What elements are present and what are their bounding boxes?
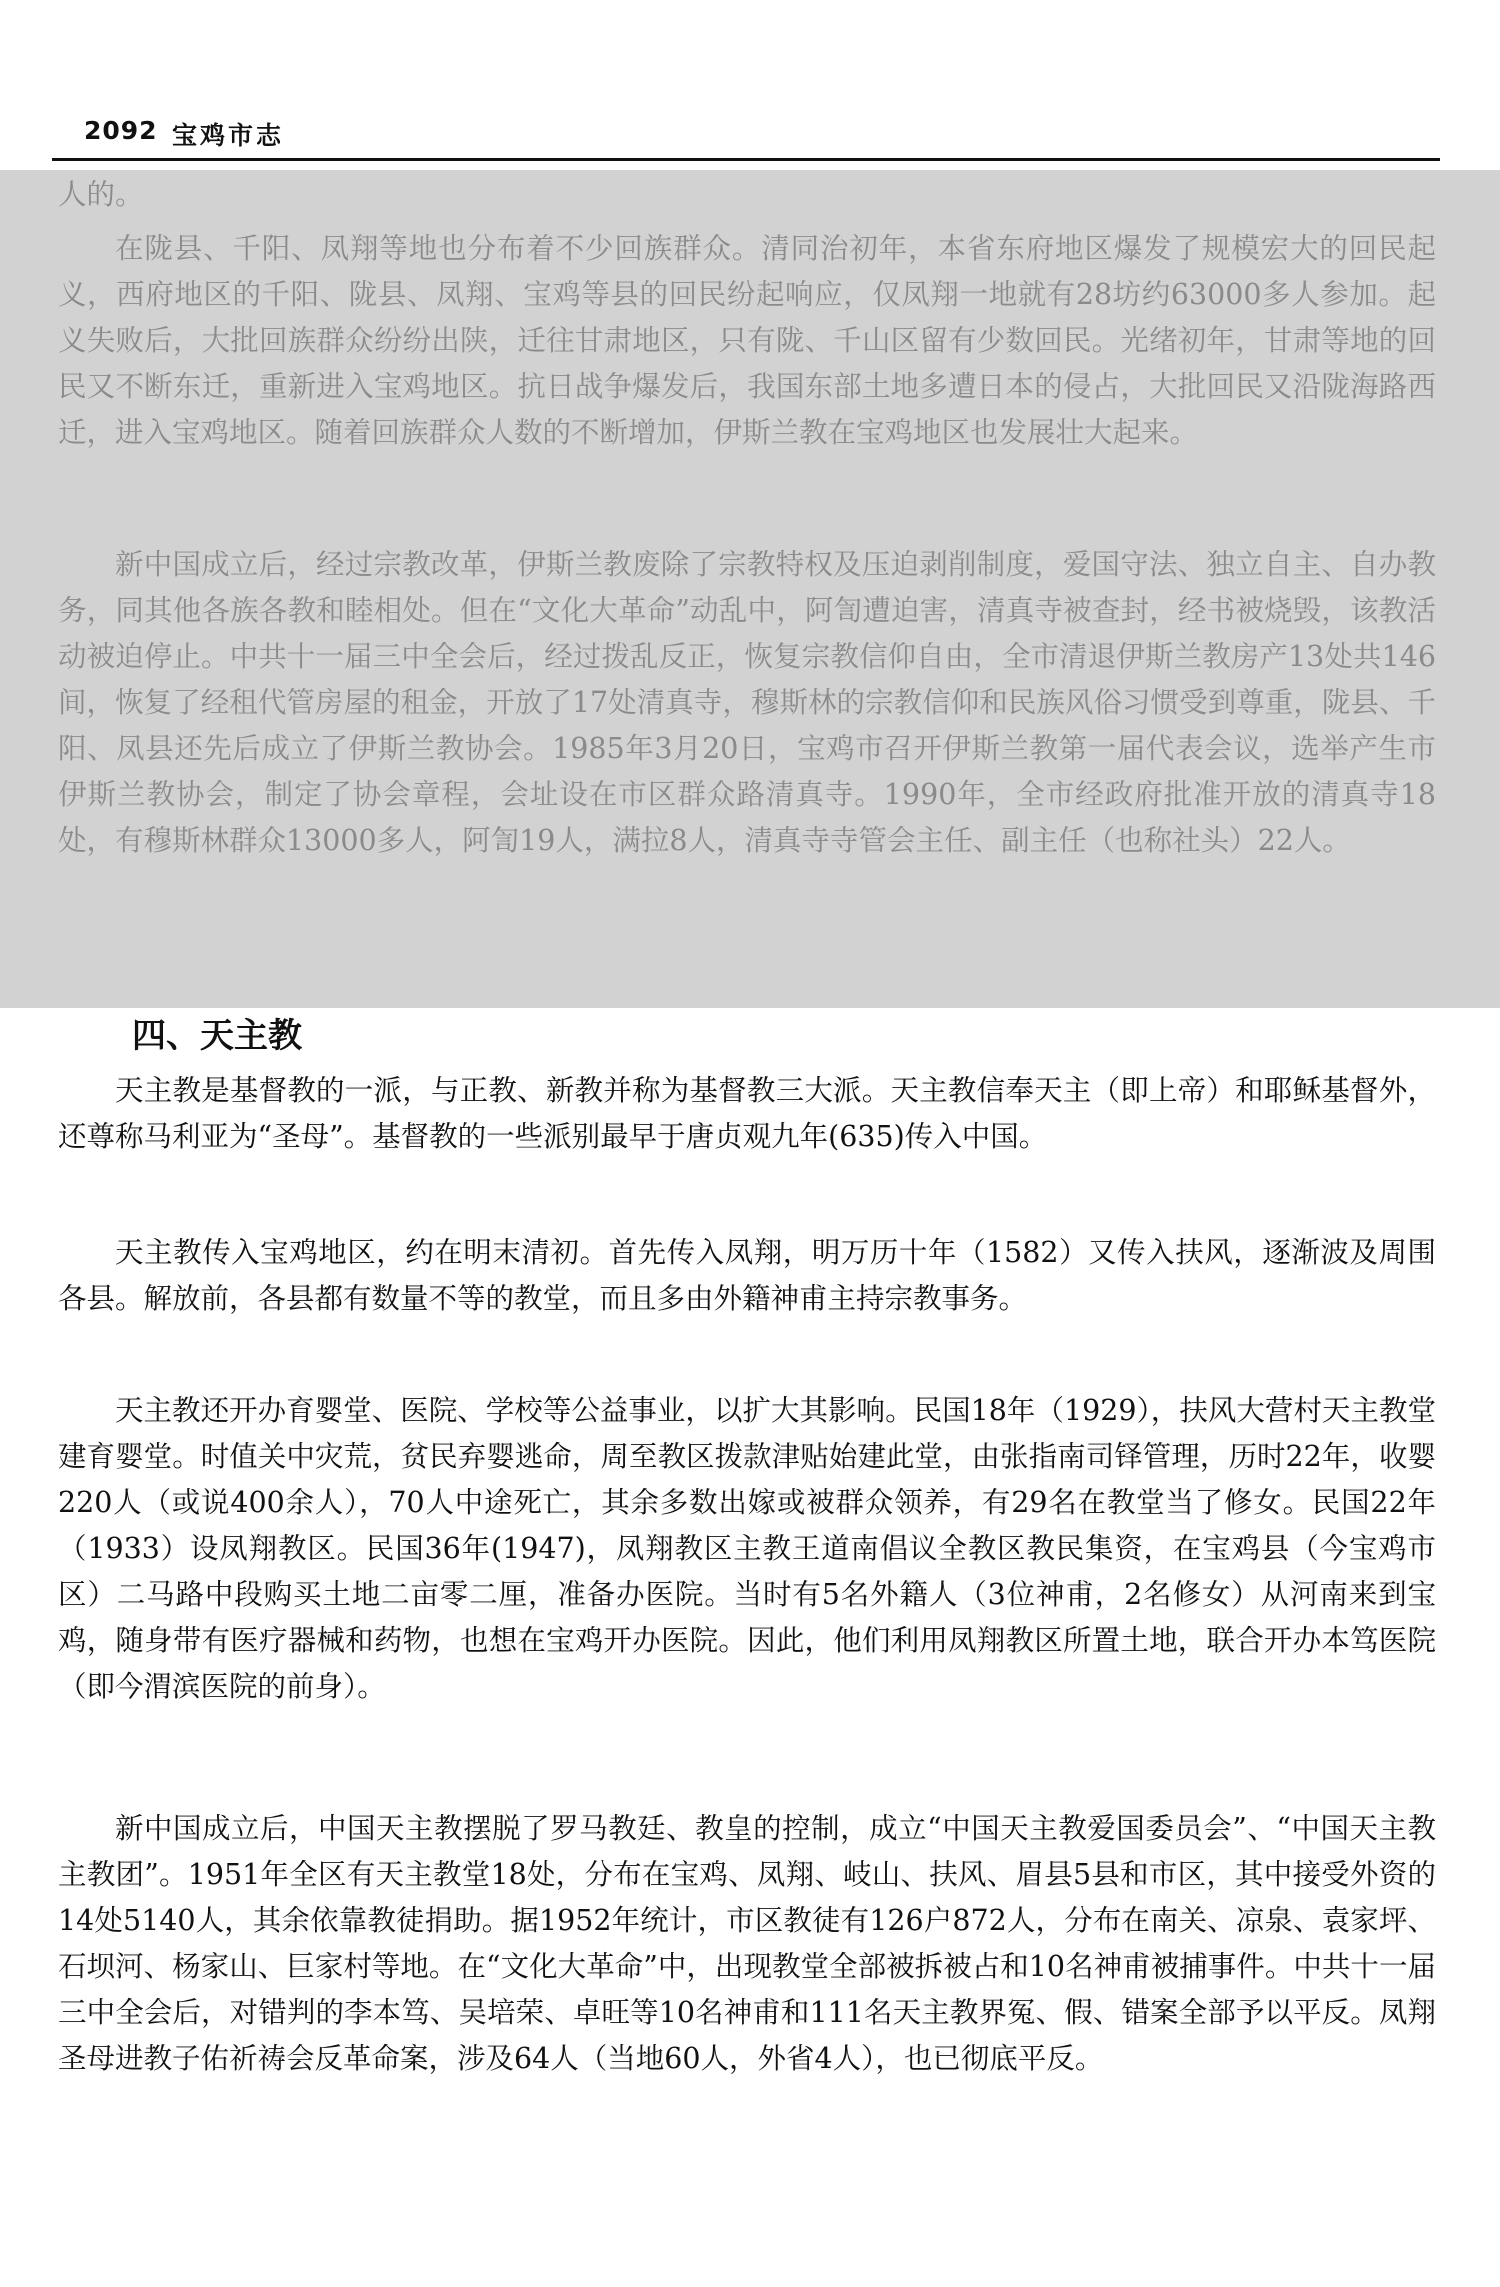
shaded-paragraph-continuation: 人的。 [58, 178, 144, 211]
section-heading: 四、天主教 [132, 1016, 302, 1056]
running-header [52, 108, 1440, 161]
catholic-paragraph-arrival: 天主教传入宝鸡地区，约在明末清初。首先传入凤翔，明万历十年（1582）又传入扶风，逐渐波及周围各县。解放前，各县都有数量不等的教堂，而且多由外籍神甫主持宗教事务。 [58, 1236, 1436, 1315]
page-number: 2092 [84, 116, 158, 145]
book-title: 宝鸡市志 [172, 121, 285, 150]
shaded-paragraph-hui-history: 在陇县、千阳、凤翔等地也分布着不少回族群众。清同治初年，本省东府地区爆发了规模宏大的回民起义，西府地区的千阳、陇县、凤翔、宝鸡等县的回民纷起响应，仅凤翔一地就有28坊约63000多人参加。起义失败后，大批回族群众纷纷出陕，迁往甘肃地区，只有陇、千山区留有少数回民。光绪初年，甘肃等地的回民又不断东迁，重新进入宝鸡地区。抗日战争爆发后，我国东部土地多遭日本的侵占，大批回民又沿陇海路西迁，进入宝鸡地区。随着回族群众人数的不断增加，伊斯兰教在宝鸡地区也发展壮大起来。 [58, 232, 1436, 449]
catholic-paragraph-intro: 天主教是基督教的一派，与正教、新教并称为基督教三大派。天主教信奉天主（即上帝）和耶稣基督外，还尊称马利亚为“圣母”。基督教的一些派别最早于唐贞观九年(635)传入中国。 [58, 1074, 1436, 1153]
shaded-paragraph-islam-after-1949: 新中国成立后，经过宗教改革，伊斯兰教废除了宗教特权及压迫剥削制度，爱国守法、独立自主、自办教务，同其他各族各教和睦相处。但在“文化大革命”动乱中，阿訇遭迫害，清真寺被查封，经书被烧毁，该教活动被迫停止。中共十一届三中全会后，经过拨乱反正，恢复宗教信仰自由，全市清退伊斯兰教房产13处共146间，恢复了经租代管房屋的租金，开放了17处清真寺，穆斯林的宗教信仰和民族风俗习惯受到尊重，陇县、千阳、凤县还先后成立了伊斯兰教协会。1985年3月20日，宝鸡市召开伊斯兰教第一届代表会议，选举产生市伊斯兰教协会，制定了协会章程，会址设在市区群众路清真寺。1990年，全市经政府批准开放的清真寺18处，有穆斯林群众13000多人，阿訇19人，满拉8人，清真寺寺管会主任、副主任（也称社头）22人。 [58, 548, 1436, 857]
catholic-paragraph-after-1949: 新中国成立后，中国天主教摆脱了罗马教廷、教皇的控制，成立“中国天主教爱国委员会”、“中国天主教主教团”。1951年全区有天主教堂18处，分布在宝鸡、凤翔、岐山、扶风、眉县5县和市区，其中接受外资的14处5140人，其余依靠教徒捐助。据1952年统计，市区教徒有126户872人，分布在南关、凉泉、袁家坪、石坝河、杨家山、巨家村等地。在“文化大革命”中，出现教堂全部被拆被占和10名神甫被捕事件。中共十一届三中全会后，对错判的李本笃、吴培荣、卓旺等10名神甫和111名天主教界冤、假、错案全部予以平反。凤翔圣母进教子佑祈祷会反革命案，涉及64人（当地60人，外省4人），也已彻底平反。 [58, 1812, 1436, 2075]
catholic-paragraph-charity: 天主教还开办育婴堂、医院、学校等公益事业，以扩大其影响。民国18年（1929），扶风大营村天主教堂建育婴堂。时值关中灾荒，贫民弃婴逃命，周至教区拨款津贴始建此堂，由张指南司铎管理，历时22年，收婴220人（或说400余人），70人中途死亡，其余多数出嫁或被群众领养，有29名在教堂当了修女。民国22年（1933）设凤翔教区。民国36年(1947)，凤翔教区主教王道南倡议全教区教民集资，在宝鸡县（今宝鸡市区）二马路中段购买土地二亩零二厘，准备办医院。当时有5名外籍人（3位神甫，2名修女）从河南来到宝鸡，随身带有医疗器械和药物，也想在宝鸡开办医院。因此，他们利用凤翔教区所置土地，联合开办本笃医院（即今渭滨医院的前身）。 [58, 1394, 1436, 1703]
